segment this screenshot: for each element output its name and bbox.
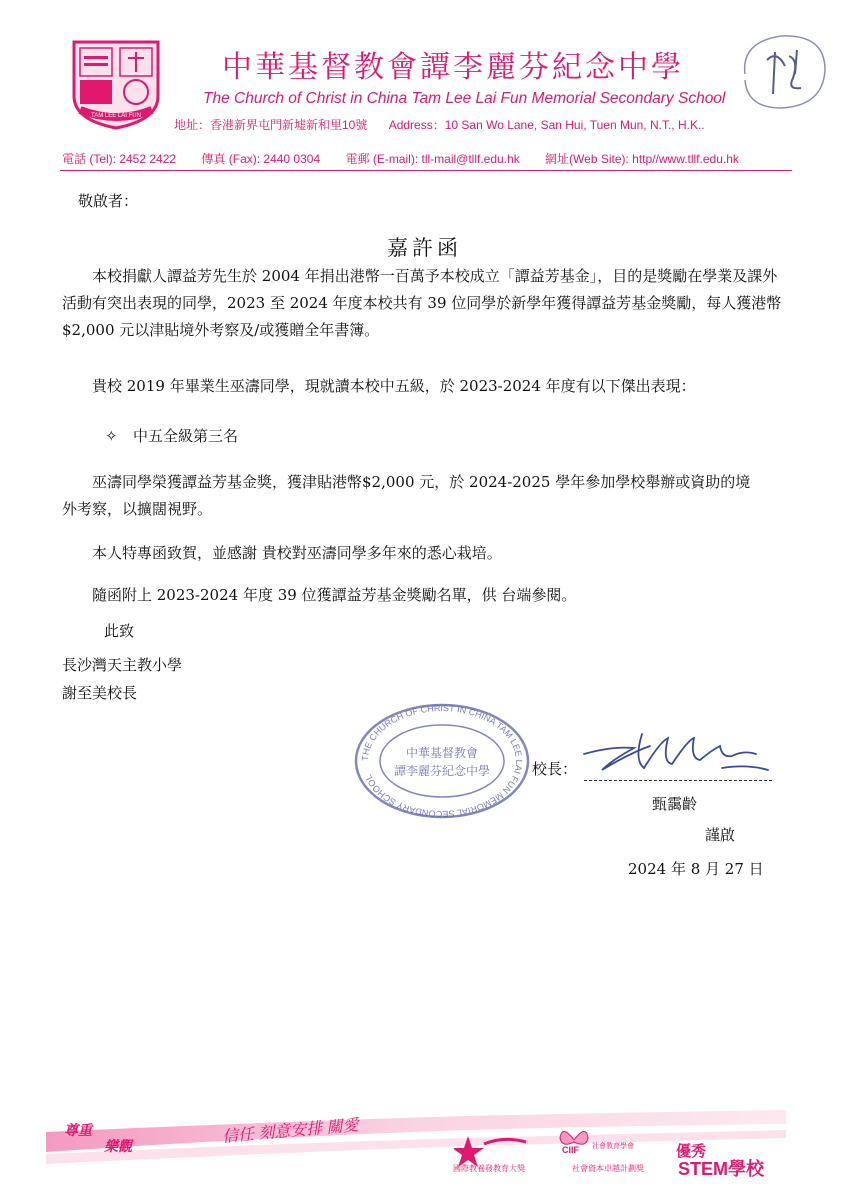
tel: 電話 (Tel): 2452 2422: [62, 152, 177, 166]
paragraph-1: 本校捐獻人譚益芳先生於 2004 年捐出港幣一百萬予本校成立「譚益芳基金」，目的是獎勵在學業及課外活動有突出表現的同學，2023 至 2024 年度本校共有 39 位同學於新學年獲得譚益芳基金獎勵，每人獲港幣$2,000 元以津貼境外考察及/或獲贈全年書簿。: [62, 267, 782, 339]
paragraph-3: 巫濤同學榮獲譚益芳基金獎，獲津貼港幣$2,000 元，於 2024-2025 學年參加學校舉辦或資助的境外考察，以擴闊視野。: [62, 473, 751, 518]
stem-award-line-2: STEM學校: [678, 1159, 765, 1179]
handwritten-stamp: [737, 30, 831, 112]
recipient-school: 長沙灣天主教小學: [62, 656, 183, 674]
fax: 傳真 (Fax): 2440 0304: [201, 152, 321, 166]
footer-band: [46, 1110, 786, 1166]
email-link[interactable]: 電郵 (E-mail): tll-mail@tllf.edu.hk: [345, 152, 520, 166]
school-name-en: The Church of Christ in China Tam Lee Lai Fun Memorial Secondary School: [203, 90, 726, 107]
recipient-person: 謝至美校長: [62, 684, 138, 702]
seal-line-2: 譚李麗芬紀念中學: [393, 764, 491, 778]
stem-award-line-1: 優秀: [676, 1143, 707, 1160]
address-row: [174, 116, 723, 133]
address-cn: 地址：香港新界屯門新墟新和里10號: [174, 118, 368, 132]
paragraph-4: 本人特專函致賀，並感謝 貴校對巫濤同學多年來的悉心栽培。: [62, 544, 502, 562]
motto-trust-care: 信任 刻意安排 關愛: [221, 1117, 360, 1146]
achievement-list-item: [105, 425, 238, 446]
address-en: Address：10 San Wo Lane, San Hui, Tuen Mun, N.T., H.K..: [388, 118, 705, 132]
seal-ring-text: THE CHURCH OF CHRIST IN CHINA TAM LEE LAI FUN MEMORIAL SECONDARY SCHOOL: [359, 702, 525, 820]
motto-respect: 尊重: [64, 1122, 92, 1138]
award-2-label: 社會教育學會: [592, 1143, 634, 1150]
award-2-sublabel: 社會資本卓越計劃獎: [572, 1164, 644, 1173]
paragraph-5: 隨函附上 2023-2024 年度 39 位獲譚益芳基金獎勵名單，供 台端參閱。: [62, 586, 577, 604]
principal-signature: [572, 724, 777, 784]
header-divider: [60, 170, 792, 171]
svg-text:CIIF: CIIF: [562, 1145, 579, 1154]
contact-row: [62, 150, 739, 167]
diamond-bullet-icon: ✧: [105, 427, 118, 445]
award-butterfly-icon: [556, 1124, 592, 1154]
achievement-text: 中五全級第三名: [133, 427, 239, 445]
award-1-label: 國際教養發教育大獎: [453, 1164, 525, 1173]
principal-name: 甄靄齡: [652, 795, 698, 813]
signature-line: [584, 780, 772, 781]
school-logo: [66, 38, 166, 130]
school-name-cn: 中華基督教會譚李麗芬紀念中學: [222, 50, 684, 85]
logo-caption: TAM LEE LAI FUN: [91, 113, 141, 119]
website-link[interactable]: 網址(Web Site): http//www.tllf.edu.hk: [545, 152, 739, 166]
salutation: 敬啟者：: [78, 192, 139, 210]
paragraph-2: 貴校 2019 年畢業生巫濤同學，現就讀本校中五級，於 2023-2024 年度有以下傑出表現：: [62, 377, 696, 395]
letter-title: 嘉許函: [387, 236, 462, 260]
sign-off: 謹啟: [705, 826, 736, 844]
motto-optimism: 樂觀: [104, 1138, 132, 1154]
school-seal: [352, 702, 532, 820]
letter-date: 2024 年 8 月 27 日: [628, 860, 764, 878]
seal-line-1: 中華基督教會: [405, 746, 479, 760]
principal-label: 校長：: [532, 760, 578, 778]
closing: 此致: [104, 622, 135, 640]
